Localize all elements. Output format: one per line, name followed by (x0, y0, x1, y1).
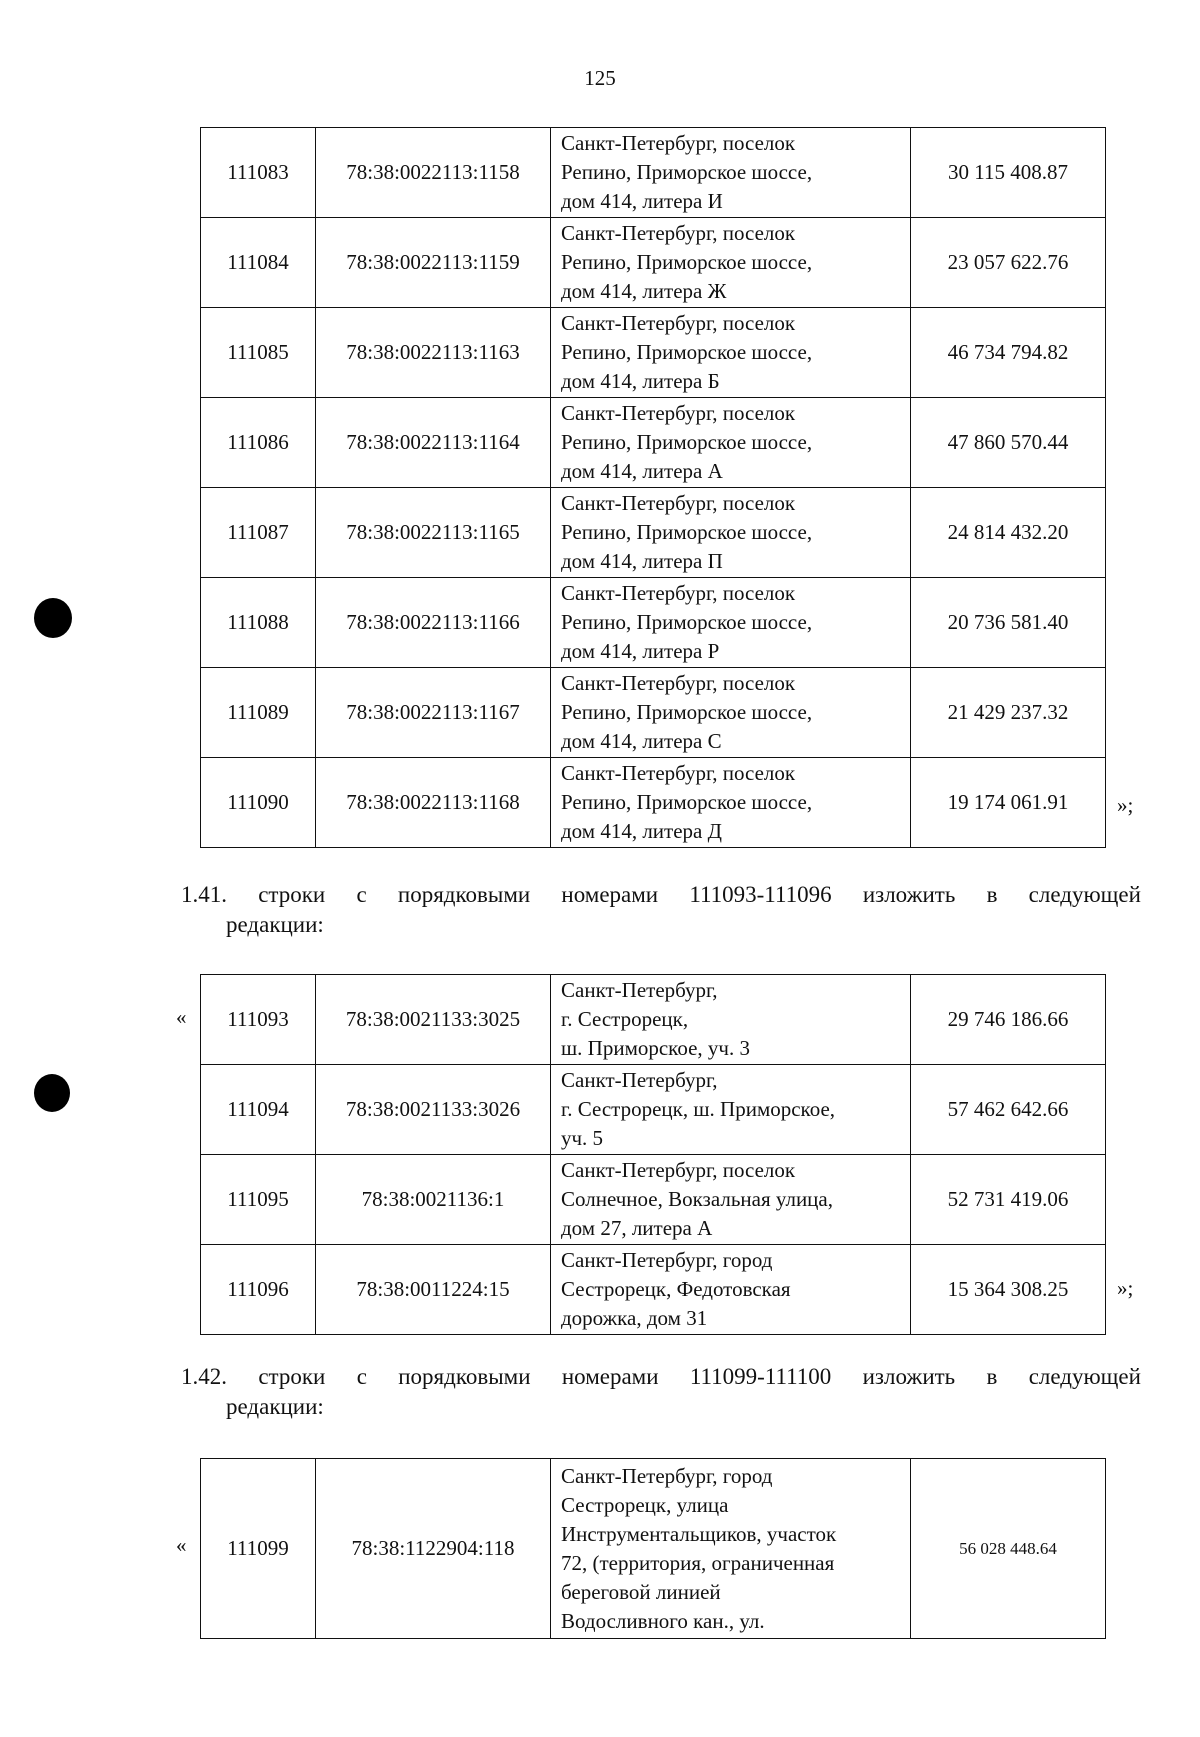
address-line: Санкт-Петербург, поселок (561, 401, 796, 425)
address-cell (551, 578, 911, 668)
cadastral-value-cell: 21 429 237.32 (911, 668, 1106, 758)
table-row (201, 128, 1106, 218)
address-line: Репино, Приморское шоссе, (561, 250, 813, 274)
row-number-cell: 111093 (201, 975, 316, 1065)
paragraph-first-line (181, 1362, 1141, 1392)
row-number-cell: 111088 (201, 578, 316, 668)
paragraph-word: строки (258, 1364, 326, 1389)
address-line: дом 414, литера Ж (561, 279, 727, 303)
address-line: Санкт-Петербург, поселок (561, 131, 796, 155)
cadastral-value-cell: 20 736 581.40 (911, 578, 1106, 668)
address-line: Санкт-Петербург, поселок (561, 761, 796, 785)
address-line: дом 414, литера И (561, 189, 723, 213)
paragraph-word: с (356, 882, 367, 907)
address-cell (551, 1245, 911, 1335)
address-line: Солнечное, Вокзальная улица, (561, 1187, 833, 1211)
closing-quote: »; (1117, 1276, 1134, 1300)
registry-table-body (201, 1459, 1106, 1639)
address-cell (551, 758, 911, 848)
address-line: Санкт-Петербург, поселок (561, 581, 796, 605)
address-line: Санкт-Петербург, поселок (561, 221, 796, 245)
address-line: Санкт-Петербург, поселок (561, 1158, 796, 1182)
cadastral-number-cell: 78:38:0021133:3026 (316, 1065, 551, 1155)
address-line: Инструментальщиков, участок (561, 1521, 837, 1546)
cadastral-number-cell: 78:38:0011224:15 (316, 1245, 551, 1335)
row-number-cell: 111083 (201, 128, 316, 218)
table-row (201, 218, 1106, 308)
opening-quote: « (176, 1005, 187, 1029)
address-line: Репино, Приморское шоссе, (561, 610, 813, 634)
table-row (201, 578, 1106, 668)
paragraph-word: с (356, 1364, 367, 1389)
table-row (201, 1155, 1106, 1245)
cadastral-number-cell: 78:38:0022113:1166 (316, 578, 551, 668)
row-number-cell: 111096 (201, 1245, 316, 1335)
table-row (201, 488, 1106, 578)
table-row (201, 1245, 1106, 1335)
paragraph-word: изложить (862, 1364, 956, 1389)
address-line: береговой линией (561, 1579, 721, 1604)
address-cell (551, 308, 911, 398)
table-row (201, 308, 1106, 398)
opening-quote: « (176, 1533, 187, 1557)
cadastral-value-cell: 24 814 432.20 (911, 488, 1106, 578)
cadastral-value-cell: 57 462 642.66 (911, 1065, 1106, 1155)
paragraph-word: 111093-111096 (689, 882, 832, 907)
punch-hole-mark (34, 598, 72, 638)
cadastral-number-cell: 78:38:0022113:1164 (316, 398, 551, 488)
paragraph-word: строки (258, 882, 326, 907)
row-number-cell: 111090 (201, 758, 316, 848)
address-line: Санкт-Петербург, поселок (561, 311, 796, 335)
address-cell (551, 1065, 911, 1155)
address-cell (551, 975, 911, 1065)
address-line: дом 414, литера С (561, 729, 722, 753)
punch-hole-mark (34, 1074, 70, 1112)
cadastral-number-cell: 78:38:0022113:1163 (316, 308, 551, 398)
address-line: дом 414, литера Б (561, 369, 720, 393)
cadastral-value-cell: 29 746 186.66 (911, 975, 1106, 1065)
cadastral-number-cell: 78:38:0021136:1 (316, 1155, 551, 1245)
cadastral-value-cell: 19 174 061.91 (911, 758, 1106, 848)
address-line: Водосливного кан., ул. (561, 1608, 765, 1633)
row-number-cell: 111089 (201, 668, 316, 758)
address-cell (551, 218, 911, 308)
table-row (201, 758, 1106, 848)
cadastral-value-cell: 23 057 622.76 (911, 218, 1106, 308)
table-row (201, 398, 1106, 488)
address-cell (551, 488, 911, 578)
paragraph-word: 111099-111100 (689, 1364, 832, 1389)
paragraph-word: номерами (561, 1364, 659, 1389)
address-line: дом 414, литера Р (561, 639, 720, 663)
row-number-cell: 111084 (201, 218, 316, 308)
row-number-cell: 111086 (201, 398, 316, 488)
paragraph-first-line (181, 880, 1141, 910)
address-line: Санкт-Петербург, город (561, 1463, 773, 1488)
table-row (201, 668, 1106, 758)
cadastral-number-cell: 78:38:0021133:3025 (316, 975, 551, 1065)
registry-table-3 (200, 1458, 1106, 1639)
address-cell (551, 1459, 911, 1639)
row-number-cell: 111094 (201, 1065, 316, 1155)
cadastral-value-cell: 56 028 448.64 (911, 1459, 1106, 1639)
cadastral-number-cell: 78:38:1122904:118 (316, 1459, 551, 1639)
row-number-cell: 111087 (201, 488, 316, 578)
address-cell (551, 128, 911, 218)
address-line: уч. 5 (561, 1126, 604, 1150)
address-line: Сестрорецк, Федотовская (561, 1277, 791, 1301)
paragraph-continuation: редакции: (226, 912, 324, 937)
paragraph-word: в (986, 1364, 998, 1389)
address-line: Санкт-Петербург, (561, 978, 718, 1002)
cadastral-number-cell: 78:38:0022113:1167 (316, 668, 551, 758)
registry-table-body (201, 975, 1106, 1335)
address-line: Репино, Приморское шоссе, (561, 340, 813, 364)
paragraph-continuation: редакции: (226, 1394, 324, 1419)
cadastral-number-cell: 78:38:0022113:1168 (316, 758, 551, 848)
address-line: Санкт-Петербург, поселок (561, 491, 796, 515)
address-line: дом 27, литера А (561, 1216, 713, 1240)
paragraph-word: изложить (862, 882, 956, 907)
paragraph-word: следующей (1028, 1364, 1141, 1389)
cadastral-value-cell: 52 731 419.06 (911, 1155, 1106, 1245)
address-line: Репино, Приморское шоссе, (561, 700, 813, 724)
paragraph-word: номерами (561, 882, 659, 907)
paragraph-1-41 (181, 880, 1141, 940)
address-line: Репино, Приморское шоссе, (561, 520, 813, 544)
address-cell (551, 668, 911, 758)
cadastral-value-cell: 30 115 408.87 (911, 128, 1106, 218)
paragraph-number: 1.42. (181, 1364, 227, 1389)
address-line: Сестрорецк, улица (561, 1492, 729, 1517)
address-line: дорожка, дом 31 (561, 1306, 708, 1330)
address-line: дом 414, литера Д (561, 819, 722, 843)
page-number: 125 (584, 66, 616, 90)
address-line: дом 414, литера А (561, 459, 723, 483)
address-line: Репино, Приморское шоссе, (561, 430, 813, 454)
paragraph-word: в (986, 882, 998, 907)
cadastral-value-cell: 46 734 794.82 (911, 308, 1106, 398)
table-row (201, 975, 1106, 1065)
paragraph-1-42 (181, 1362, 1141, 1422)
address-cell (551, 1155, 911, 1245)
closing-quote: »; (1117, 793, 1134, 817)
address-line: г. Сестрорецк, (561, 1007, 689, 1031)
address-line: Санкт-Петербург, город (561, 1248, 773, 1272)
cadastral-number-cell: 78:38:0022113:1158 (316, 128, 551, 218)
table-row (201, 1065, 1106, 1155)
address-line: Санкт-Петербург, поселок (561, 671, 796, 695)
paragraph-number: 1.41. (181, 882, 227, 907)
address-line: Репино, Приморское шоссе, (561, 790, 813, 814)
address-cell (551, 398, 911, 488)
registry-table-1 (200, 127, 1106, 848)
registry-table-2 (200, 974, 1106, 1335)
address-line: Репино, Приморское шоссе, (561, 160, 813, 184)
paragraph-word: следующей (1028, 882, 1141, 907)
address-line: Санкт-Петербург, (561, 1068, 718, 1092)
row-number-cell: 111099 (201, 1459, 316, 1639)
address-line: дом 414, литера П (561, 549, 723, 573)
address-line: 72, (территория, ограниченная (561, 1550, 835, 1575)
cadastral-value-cell: 15 364 308.25 (911, 1245, 1106, 1335)
address-line: г. Сестрорецк, ш. Приморское, (561, 1097, 836, 1121)
row-number-cell: 111095 (201, 1155, 316, 1245)
paragraph-word: порядковыми (398, 1364, 531, 1389)
cadastral-number-cell: 78:38:0022113:1165 (316, 488, 551, 578)
row-number-cell: 111085 (201, 308, 316, 398)
paragraph-word: порядковыми (397, 882, 531, 907)
registry-table-body (201, 128, 1106, 848)
cadastral-value-cell: 47 860 570.44 (911, 398, 1106, 488)
table-row (201, 1459, 1106, 1639)
cadastral-number-cell: 78:38:0022113:1159 (316, 218, 551, 308)
address-line: ш. Приморское, уч. 3 (561, 1036, 750, 1060)
